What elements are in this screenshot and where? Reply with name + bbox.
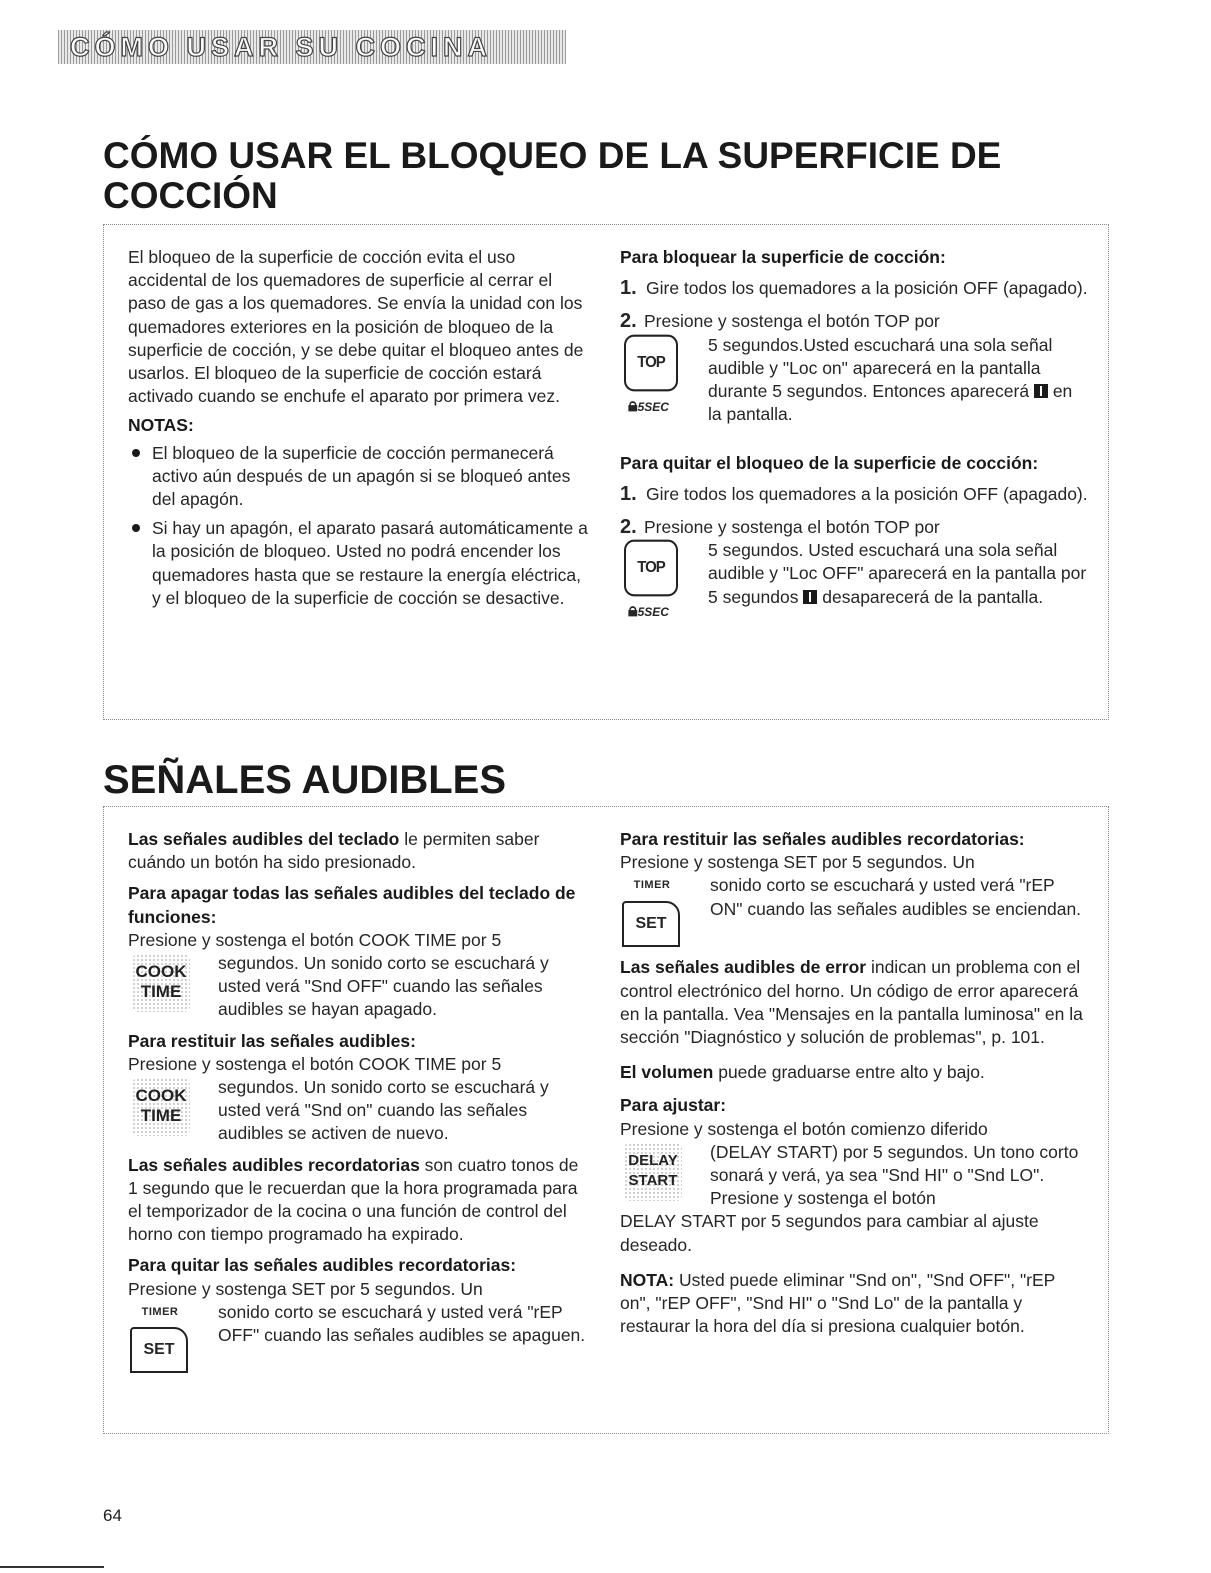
adjust-lead: Presione y sostenga el botón comienzo diferido [620, 1118, 988, 1139]
notes-list [128, 442, 588, 610]
step-text: Presione y sostenga el botón TOP por [644, 517, 940, 538]
page-number: 64 [103, 1506, 122, 1525]
cooktop-lock-intro: El bloqueo de la superficie de cocción evita el uso accidental de los quemadores de superficie al cerrar el paso de gas a los quemadores. Se envía la unidad con los quemadores exteriores en la posición de bloqueo de la superficie de cocción, y se debe quitar el bloqueo antes de usarlos. El bloqueo de la superficie de cocción estará activado cuando se enchufe el aparato por primera vez. [128, 247, 584, 407]
note-paragraph: NOTA: Usted puede eliminar "Snd on", "Snd OFF", "rEP on", "rEP OFF", "Snd HI" o "Snd Lo" de la pantalla y restaurar la hora del día si presiona cualquier botón. [620, 1269, 1056, 1337]
reminder-on-detail [620, 874, 1090, 956]
timer-set-button-icon: TIMER SET [622, 874, 682, 946]
keypad-restore-detail [128, 1076, 590, 1146]
cook-time-button-icon: COOK TIME [132, 1078, 190, 1136]
footer-rule [0, 1566, 104, 1568]
adjust-text-continued: DELAY START por 5 segundos para cambiar al ajuste deseado. [620, 1211, 1039, 1255]
adjust-text: (DELAY START) por 5 segundos. Un tono corto sonará y verá, ya sea "Snd HI" o "Snd LO". Presione y sostenga el botón [710, 1141, 1079, 1209]
section1-title-line1: CÓMO USAR EL BLOQUEO DE LA SUPERFICIE DE [103, 135, 1002, 176]
keypad-off-heading: Para apagar todas las señales audibles del teclado de funciones: [128, 883, 576, 927]
unlock-step-1 [620, 483, 1090, 506]
cook-time-graphic [128, 952, 218, 1022]
lock-5sec-icon: 🔒︎5SEC [628, 600, 669, 621]
reminder-on-lead: Presione y sostenga SET por 5 segundos. Un [620, 852, 975, 873]
section1-right-column [620, 246, 1090, 635]
error-signals-paragraph: Las señales audibles de error indican un problema con el control electrónico del horno. Un código de error aparecerá en la pantalla. Vea "Mensajes en la pantalla luminosa" en la sección "Diagnóstico y solución de problemas", p. 101. [620, 957, 1083, 1048]
top-button-graphic [620, 539, 708, 635]
notes-heading: NOTAS: [128, 415, 194, 436]
reminder-off-lead: Presione y sostenga SET por 5 segundos. Un [128, 1278, 483, 1299]
unlock-heading: Para quitar el bloqueo de la superficie de cocción: [620, 452, 1039, 473]
adjust-detail [620, 1141, 1090, 1211]
step-text: Gire todos los quemadores a la posición OFF (apagado). [646, 483, 1088, 504]
reminder-on-heading: Para restituir las señales audibles recordatorias: [620, 829, 1025, 849]
step-text: 5 segundos.Usted escuchará una sola señal audible y "Loc on" aparecerá en la pantalla durante 5 segundos. Entonces aparecerá en la pantalla. [708, 334, 1073, 425]
reminder-off-heading: Para quitar las señales audibles recordatorias: [128, 1255, 517, 1276]
reminder-signals-paragraph: Las señales audibles recordatorias son cuatro tonos de 1 segundo que le recuerdan que la hora programada para el temporizador de la cocina o una función de control del horno con tiempo programado ha expirado. [128, 1154, 579, 1245]
step-number: 1. [620, 277, 637, 300]
note-item: Si hay un apagón, el aparato pasará automáticamente a la posición de bloqueo. Usted no podrá encender los quemadores hasta que se restaure la energía eléctrica, y el bloqueo de la superficie de cocción se desactive. [128, 517, 588, 610]
top-button-graphic [620, 334, 708, 430]
lock-indicator-icon [1034, 384, 1048, 398]
lock-5sec-icon: 🔒︎5SEC [628, 394, 669, 415]
section1-left-column [128, 246, 588, 616]
delay-start-button-icon: DELAY START [624, 1143, 682, 1201]
unlock-step-2 [620, 516, 1090, 539]
timer-set-graphic [620, 874, 710, 956]
timer-set-graphic [128, 1301, 218, 1373]
cook-time-graphic [128, 1076, 218, 1146]
timer-set-button-icon: TIMER SET [130, 1301, 190, 1373]
section2-title: SEÑALES AUDIBLES [103, 758, 507, 802]
lock-step-2 [620, 310, 1090, 333]
adjust-heading: Para ajustar: [620, 1095, 727, 1116]
cook-time-button-icon: COOK TIME [132, 954, 190, 1012]
keypad-restore-heading: Para restituir las señales audibles: [128, 1030, 416, 1051]
reminder-off-text: sonido corto se escuchará y usted verá "rEP OFF" cuando las señales audibles se apaguen. [218, 1301, 586, 1346]
lock-step-2-detail [620, 334, 1090, 430]
keypad-off-text: segundos. Un sonido corto se escuchará y usted verá "Snd OFF" cuando las señales audibles se hayan apagado. [218, 953, 549, 1020]
step-number: 1. [620, 482, 637, 505]
top-button-icon: TOP [624, 334, 678, 391]
step-number: 2. [620, 310, 637, 333]
keypad-off-detail [128, 952, 590, 1022]
unlock-step-2-detail [620, 539, 1090, 635]
delay-start-graphic [620, 1141, 710, 1211]
lock-heading: Para bloquear la superficie de cocción: [620, 247, 946, 267]
note-item: El bloqueo de la superficie de cocción permanecerá activo aún después de un apagón si se bloqueó antes del apagón. [128, 442, 588, 512]
keypad-signals-paragraph: Las señales audibles del teclado le permiten saber cuándo un botón ha sido presionado. [128, 829, 540, 873]
section1-title-line2: COCCIÓN [103, 175, 278, 216]
section2-left-column [128, 828, 590, 1373]
volume-paragraph: El volumen puede graduarse entre alto y bajo. [620, 1062, 985, 1083]
keypad-off-lead: Presione y sostenga el botón COOK TIME por 5 [128, 929, 502, 950]
step-text: Gire todos los quemadores a la posición OFF (apagado). [646, 278, 1088, 299]
reminder-off-detail [128, 1301, 590, 1373]
keypad-restore-lead: Presione y sostenga el botón COOK TIME por 5 [128, 1053, 502, 1074]
keypad-restore-text: segundos. Un sonido corto se escuchará y usted verá "Snd on" cuando las señales audibles se activen de nuevo. [218, 1077, 549, 1144]
section2-right-column [620, 828, 1090, 1338]
reminder-on-text: sonido corto se escuchará y usted verá "rEP ON" cuando las señales audibles se enciendan. [710, 875, 1082, 919]
top-button-icon: TOP [624, 540, 678, 597]
section-header-band [58, 30, 566, 64]
lock-indicator-icon [803, 590, 817, 604]
section-header-text: CÓMO USAR SU COCINA [70, 32, 493, 62]
step-text: 5 segundos. Usted escuchará una sola señal audible y "Loc OFF" aparecerá en la pantalla por 5 segundos desaparecerá de la pantalla. [708, 540, 1087, 607]
lock-step-1 [620, 277, 1090, 300]
step-text: Presione y sostenga el botón TOP por [644, 311, 940, 332]
step-number: 2. [620, 516, 637, 539]
